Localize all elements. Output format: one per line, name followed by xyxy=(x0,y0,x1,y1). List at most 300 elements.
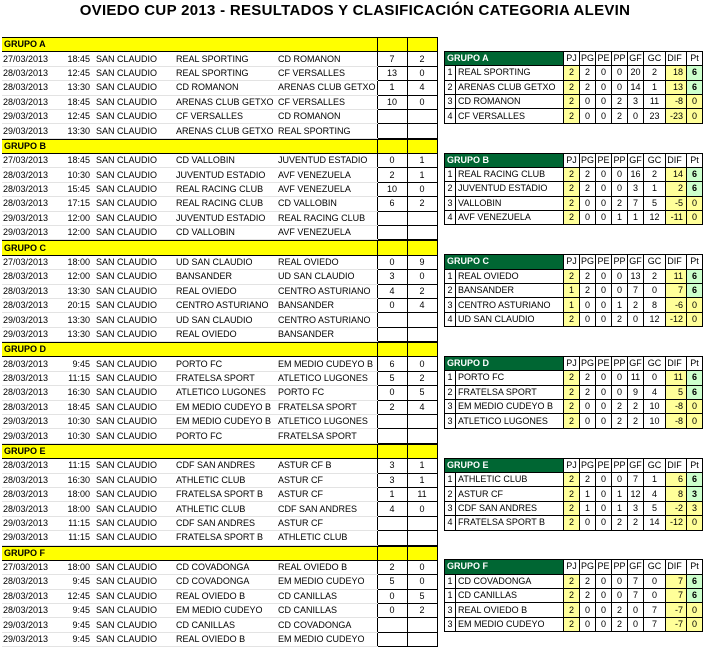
standings-header-gc[interactable]: GC xyxy=(644,255,666,269)
away-team[interactable]: ASTUR CF B xyxy=(277,459,377,473)
stat-pj[interactable]: 2 xyxy=(564,472,580,486)
position[interactable]: 3 xyxy=(445,501,456,515)
match-date[interactable]: 28/03/2013 xyxy=(2,371,62,385)
stat-pt[interactable]: 3 xyxy=(687,501,703,515)
match-venue[interactable]: SAN CLAUDIO xyxy=(93,560,175,574)
stat-pt[interactable]: 0 xyxy=(687,211,703,225)
away-score[interactable]: 0 xyxy=(407,95,437,109)
match-venue[interactable]: SAN CLAUDIO xyxy=(93,52,175,66)
team-name[interactable]: JUVENTUD ESTADIO xyxy=(456,182,564,196)
home-score[interactable]: 2 xyxy=(377,168,407,182)
home-score[interactable]: 1 xyxy=(377,487,407,501)
home-score[interactable]: 10 xyxy=(377,182,407,196)
standings-header-gf[interactable]: GF xyxy=(628,560,644,574)
away-score[interactable]: 2 xyxy=(407,197,437,211)
stat-pg[interactable]: 0 xyxy=(580,94,596,108)
stat-pg[interactable]: 0 xyxy=(580,298,596,312)
match-venue[interactable]: SAN CLAUDIO xyxy=(93,211,175,225)
stat-dif[interactable]: 18 xyxy=(666,66,687,80)
away-score[interactable]: 4 xyxy=(407,400,437,414)
score-home-header[interactable] xyxy=(377,343,407,357)
away-team[interactable]: CDF SAN ANDRES xyxy=(277,502,377,516)
match-venue[interactable]: SAN CLAUDIO xyxy=(93,66,175,80)
position[interactable]: 3 xyxy=(445,298,456,312)
away-score[interactable] xyxy=(407,429,437,443)
match-venue[interactable]: SAN CLAUDIO xyxy=(93,270,175,284)
away-team[interactable]: ASTUR CF xyxy=(277,473,377,487)
stat-pp[interactable]: 0 xyxy=(612,283,628,297)
stat-pp[interactable]: 2 xyxy=(612,603,628,617)
stat-pt[interactable]: 6 xyxy=(687,167,703,181)
match-date[interactable]: 29/03/2013 xyxy=(2,429,62,443)
group-header[interactable]: GRUPO D xyxy=(2,343,377,357)
standings-group-name[interactable]: GRUPO D xyxy=(445,356,564,370)
standings-header-gc[interactable]: GC xyxy=(644,51,666,65)
stat-pe[interactable]: 0 xyxy=(596,94,612,108)
match-venue[interactable]: SAN CLAUDIO xyxy=(93,284,175,298)
position[interactable]: 2 xyxy=(445,283,456,297)
stat-pt[interactable]: 3 xyxy=(687,487,703,501)
away-score[interactable]: 0 xyxy=(407,66,437,80)
home-score[interactable]: 0 xyxy=(377,604,407,618)
stat-pj[interactable]: 1 xyxy=(564,298,580,312)
match-time[interactable]: 17:15 xyxy=(62,197,93,211)
stat-pj[interactable]: 2 xyxy=(564,182,580,196)
stat-pe[interactable]: 0 xyxy=(596,516,612,530)
match-date[interactable]: 29/03/2013 xyxy=(2,516,62,530)
match-date[interactable]: 28/03/2013 xyxy=(2,604,62,618)
stat-pe[interactable]: 0 xyxy=(596,589,612,603)
away-team[interactable]: EM MEDIO CUDEYO xyxy=(277,575,377,589)
home-team[interactable]: FRATELSA SPORT B xyxy=(175,531,277,545)
match-date[interactable]: 29/03/2013 xyxy=(2,618,62,632)
stat-gf[interactable]: 11 xyxy=(628,371,644,385)
stat-pj[interactable]: 2 xyxy=(564,400,580,414)
match-venue[interactable]: SAN CLAUDIO xyxy=(93,429,175,443)
match-venue[interactable]: SAN CLAUDIO xyxy=(93,371,175,385)
standings-header-pt[interactable]: Pt xyxy=(687,458,703,472)
home-score[interactable]: 7 xyxy=(377,52,407,66)
score-home-header[interactable] xyxy=(377,139,407,153)
away-score[interactable]: 0 xyxy=(407,357,437,371)
standings-header-pt[interactable]: Pt xyxy=(687,560,703,574)
stat-gc[interactable]: 10 xyxy=(644,400,666,414)
stat-gc[interactable]: 2 xyxy=(644,66,666,80)
stat-pt[interactable]: 6 xyxy=(687,283,703,297)
stat-pj[interactable]: 2 xyxy=(564,487,580,501)
match-time[interactable]: 10:30 xyxy=(62,429,93,443)
position[interactable]: 2 xyxy=(445,182,456,196)
match-venue[interactable]: SAN CLAUDIO xyxy=(93,618,175,632)
home-team[interactable]: ARENAS CLUB GETXO xyxy=(175,95,277,109)
match-time[interactable]: 10:30 xyxy=(62,415,93,429)
match-date[interactable]: 28/03/2013 xyxy=(2,270,62,284)
match-time[interactable]: 12:00 xyxy=(62,226,93,240)
stat-gc[interactable]: 0 xyxy=(644,283,666,297)
stat-pp[interactable]: 0 xyxy=(612,269,628,283)
away-score[interactable] xyxy=(407,124,437,138)
match-time[interactable]: 9:45 xyxy=(62,357,93,371)
stat-pj[interactable]: 2 xyxy=(564,617,580,631)
stat-pj[interactable]: 2 xyxy=(564,109,580,123)
away-score[interactable]: 5 xyxy=(407,589,437,603)
stat-dif[interactable]: -2 xyxy=(666,501,687,515)
away-team[interactable]: CF VERSALLES xyxy=(277,66,377,80)
stat-pg[interactable]: 2 xyxy=(580,66,596,80)
score-away-header[interactable] xyxy=(407,546,437,560)
stat-gc[interactable]: 7 xyxy=(644,617,666,631)
match-venue[interactable]: SAN CLAUDIO xyxy=(93,357,175,371)
home-team[interactable]: UD SAN CLAUDIO xyxy=(175,313,277,327)
stat-pe[interactable]: 0 xyxy=(596,80,612,94)
stat-pt[interactable]: 0 xyxy=(687,400,703,414)
team-name[interactable]: UD SAN CLAUDIO xyxy=(456,312,564,326)
standings-header-pp[interactable]: PP xyxy=(612,356,628,370)
stat-pt[interactable]: 6 xyxy=(687,182,703,196)
stat-pj[interactable]: 2 xyxy=(564,196,580,210)
match-date[interactable]: 28/03/2013 xyxy=(2,400,62,414)
home-score[interactable] xyxy=(377,327,407,341)
match-date[interactable]: 28/03/2013 xyxy=(2,386,62,400)
stat-pp[interactable]: 0 xyxy=(612,472,628,486)
match-date[interactable]: 28/03/2013 xyxy=(2,487,62,501)
home-team[interactable]: EM MEDIO CUDEYO B xyxy=(175,400,277,414)
home-team[interactable]: FRATELSA SPORT xyxy=(175,371,277,385)
home-score[interactable]: 2 xyxy=(377,560,407,574)
away-team[interactable]: CD CANILLAS xyxy=(277,589,377,603)
team-name[interactable]: REAL RACING CLUB xyxy=(456,167,564,181)
stat-pe[interactable]: 0 xyxy=(596,269,612,283)
away-team[interactable]: CD CANILLAS xyxy=(277,604,377,618)
home-team[interactable]: JUVENTUD ESTADIO xyxy=(175,211,277,225)
team-name[interactable]: EM MEDIO CUDEYO xyxy=(456,617,564,631)
match-time[interactable]: 12:00 xyxy=(62,211,93,225)
stat-dif[interactable]: 7 xyxy=(666,589,687,603)
stat-gf[interactable]: 2 xyxy=(628,298,644,312)
stat-pj[interactable]: 2 xyxy=(564,414,580,428)
stat-pt[interactable]: 6 xyxy=(687,269,703,283)
match-time[interactable]: 18:00 xyxy=(62,560,93,574)
position[interactable]: 1 xyxy=(445,167,456,181)
stat-gf[interactable]: 2 xyxy=(628,516,644,530)
stat-pp[interactable]: 0 xyxy=(612,182,628,196)
stat-dif[interactable]: -8 xyxy=(666,400,687,414)
stat-dif[interactable]: -23 xyxy=(666,109,687,123)
stat-gc[interactable]: 2 xyxy=(644,269,666,283)
stat-gf[interactable]: 0 xyxy=(628,312,644,326)
match-date[interactable]: 28/03/2013 xyxy=(2,95,62,109)
stat-dif[interactable]: 11 xyxy=(666,371,687,385)
stat-pj[interactable]: 2 xyxy=(564,574,580,588)
away-score[interactable] xyxy=(407,313,437,327)
home-team[interactable]: CDF SAN ANDRES xyxy=(175,459,277,473)
stat-pe[interactable]: 0 xyxy=(596,617,612,631)
standings-header-pg[interactable]: PG xyxy=(580,255,596,269)
group-header[interactable]: GRUPO E xyxy=(2,444,377,458)
home-team[interactable]: REAL OVIEDO xyxy=(175,327,277,341)
stat-pt[interactable]: 0 xyxy=(687,617,703,631)
stat-gc[interactable]: 0 xyxy=(644,589,666,603)
position[interactable]: 2 xyxy=(445,80,456,94)
stat-pp[interactable]: 2 xyxy=(612,312,628,326)
stat-pg[interactable]: 0 xyxy=(580,400,596,414)
position[interactable]: 1 xyxy=(445,66,456,80)
position[interactable]: 2 xyxy=(445,385,456,399)
team-name[interactable]: AVF VENEZUELA xyxy=(456,211,564,225)
score-away-header[interactable] xyxy=(407,241,437,255)
match-time[interactable]: 12:45 xyxy=(62,66,93,80)
stat-gc[interactable]: 23 xyxy=(644,109,666,123)
stat-dif[interactable]: 14 xyxy=(666,167,687,181)
away-score[interactable] xyxy=(407,531,437,545)
team-name[interactable]: FRATELSA SPORT xyxy=(456,385,564,399)
home-team[interactable]: CD COVADONGA xyxy=(175,560,277,574)
stat-dif[interactable]: -7 xyxy=(666,617,687,631)
standings-header-pt[interactable]: Pt xyxy=(687,51,703,65)
home-team[interactable]: PORTO FC xyxy=(175,357,277,371)
group-header[interactable]: GRUPO B xyxy=(2,139,377,153)
team-name[interactable]: PORTO FC xyxy=(456,371,564,385)
stat-pj[interactable]: 2 xyxy=(564,269,580,283)
home-score[interactable]: 0 xyxy=(377,589,407,603)
away-score[interactable] xyxy=(407,632,437,646)
standings-header-pj[interactable]: PJ xyxy=(564,153,580,167)
match-venue[interactable]: SAN CLAUDIO xyxy=(93,459,175,473)
away-team[interactable]: AVF VENEZUELA xyxy=(277,226,377,240)
standings-header-pp[interactable]: PP xyxy=(612,458,628,472)
match-venue[interactable]: SAN CLAUDIO xyxy=(93,502,175,516)
stat-pp[interactable]: 2 xyxy=(612,94,628,108)
match-venue[interactable]: SAN CLAUDIO xyxy=(93,95,175,109)
home-team[interactable]: REAL SPORTING xyxy=(175,52,277,66)
team-name[interactable]: ATHLETIC CLUB xyxy=(456,472,564,486)
away-score[interactable]: 2 xyxy=(407,284,437,298)
stat-gc[interactable]: 10 xyxy=(644,414,666,428)
stat-gf[interactable]: 3 xyxy=(628,182,644,196)
stat-gf[interactable]: 7 xyxy=(628,472,644,486)
stat-gf[interactable]: 16 xyxy=(628,167,644,181)
standings-header-pg[interactable]: PG xyxy=(580,458,596,472)
stat-pp[interactable]: 0 xyxy=(612,66,628,80)
stat-dif[interactable]: -7 xyxy=(666,603,687,617)
home-score[interactable]: 0 xyxy=(377,154,407,168)
home-score[interactable] xyxy=(377,516,407,530)
standings-header-pe[interactable]: PE xyxy=(596,356,612,370)
team-name[interactable]: CENTRO ASTURIANO xyxy=(456,298,564,312)
match-date[interactable]: 29/03/2013 xyxy=(2,415,62,429)
match-date[interactable]: 28/03/2013 xyxy=(2,473,62,487)
team-name[interactable]: ATLETICO LUGONES xyxy=(456,414,564,428)
stat-pp[interactable]: 1 xyxy=(612,298,628,312)
stat-dif[interactable]: 5 xyxy=(666,385,687,399)
home-score[interactable]: 5 xyxy=(377,575,407,589)
home-team[interactable]: CD VALLOBIN xyxy=(175,226,277,240)
stat-gf[interactable]: 7 xyxy=(628,283,644,297)
match-time[interactable]: 18:45 xyxy=(62,400,93,414)
stat-gc[interactable]: 4 xyxy=(644,487,666,501)
stat-pe[interactable]: 0 xyxy=(596,182,612,196)
stat-dif[interactable]: -8 xyxy=(666,94,687,108)
stat-pj[interactable]: 1 xyxy=(564,283,580,297)
standings-header-gf[interactable]: GF xyxy=(628,153,644,167)
score-home-header[interactable] xyxy=(377,38,407,52)
position[interactable]: 1 xyxy=(445,574,456,588)
stat-gf[interactable]: 7 xyxy=(628,196,644,210)
home-team[interactable]: REAL OVIEDO B xyxy=(175,589,277,603)
away-score[interactable]: 2 xyxy=(407,371,437,385)
stat-pg[interactable]: 1 xyxy=(580,501,596,515)
score-away-header[interactable] xyxy=(407,444,437,458)
match-time[interactable]: 18:00 xyxy=(62,502,93,516)
away-team[interactable]: REAL RACING CLUB xyxy=(277,211,377,225)
home-team[interactable]: CDF SAN ANDRES xyxy=(175,516,277,530)
stat-pp[interactable]: 0 xyxy=(612,80,628,94)
away-team[interactable]: ASTUR CF xyxy=(277,487,377,501)
stat-gf[interactable]: 2 xyxy=(628,414,644,428)
home-score[interactable] xyxy=(377,415,407,429)
team-name[interactable]: CF VERSALLES xyxy=(456,109,564,123)
standings-header-gf[interactable]: GF xyxy=(628,51,644,65)
match-date[interactable]: 29/03/2013 xyxy=(2,632,62,646)
group-header[interactable]: GRUPO F xyxy=(2,546,377,560)
stat-pt[interactable]: 0 xyxy=(687,516,703,530)
team-name[interactable]: REAL SPORTING xyxy=(456,66,564,80)
stat-dif[interactable]: 7 xyxy=(666,283,687,297)
stat-pe[interactable]: 0 xyxy=(596,400,612,414)
match-time[interactable]: 9:45 xyxy=(62,632,93,646)
stat-pt[interactable]: 0 xyxy=(687,603,703,617)
stat-pg[interactable]: 0 xyxy=(580,603,596,617)
stat-pg[interactable]: 2 xyxy=(580,80,596,94)
home-team[interactable]: REAL OVIEDO xyxy=(175,284,277,298)
team-name[interactable]: CD CANILLAS xyxy=(456,589,564,603)
stat-dif[interactable]: -6 xyxy=(666,298,687,312)
score-home-header[interactable] xyxy=(377,241,407,255)
match-time[interactable]: 13:30 xyxy=(62,124,93,138)
stat-gf[interactable]: 3 xyxy=(628,94,644,108)
match-time[interactable]: 20:15 xyxy=(62,298,93,312)
match-date[interactable]: 29/03/2013 xyxy=(2,211,62,225)
stat-pe[interactable]: 0 xyxy=(596,211,612,225)
stat-pe[interactable]: 0 xyxy=(596,298,612,312)
stat-pj[interactable]: 2 xyxy=(564,167,580,181)
stat-gf[interactable]: 0 xyxy=(628,617,644,631)
standings-header-pg[interactable]: PG xyxy=(580,560,596,574)
away-team[interactable]: UD SAN CLAUDIO xyxy=(277,270,377,284)
away-team[interactable]: ARENAS CLUB GETXO xyxy=(277,81,377,95)
away-team[interactable]: BANSANDER xyxy=(277,327,377,341)
stat-pj[interactable]: 2 xyxy=(564,371,580,385)
away-team[interactable]: CD ROMANON xyxy=(277,52,377,66)
standings-header-pe[interactable]: PE xyxy=(596,255,612,269)
stat-pe[interactable]: 0 xyxy=(596,574,612,588)
stat-pj[interactable]: 2 xyxy=(564,385,580,399)
match-venue[interactable]: SAN CLAUDIO xyxy=(93,531,175,545)
stat-pe[interactable]: 0 xyxy=(596,414,612,428)
match-venue[interactable]: SAN CLAUDIO xyxy=(93,632,175,646)
match-time[interactable]: 18:00 xyxy=(62,487,93,501)
stat-gf[interactable]: 14 xyxy=(628,80,644,94)
away-score[interactable] xyxy=(407,415,437,429)
standings-header-gc[interactable]: GC xyxy=(644,153,666,167)
stat-pj[interactable]: 2 xyxy=(564,80,580,94)
standings-header-pj[interactable]: PJ xyxy=(564,255,580,269)
home-score[interactable]: 0 xyxy=(377,386,407,400)
team-name[interactable]: CD COVADONGA xyxy=(456,574,564,588)
stat-gc[interactable]: 5 xyxy=(644,501,666,515)
away-score[interactable]: 0 xyxy=(407,502,437,516)
position[interactable]: 1 xyxy=(445,589,456,603)
stat-gf[interactable]: 3 xyxy=(628,501,644,515)
home-team[interactable]: REAL RACING CLUB xyxy=(175,197,277,211)
match-venue[interactable]: SAN CLAUDIO xyxy=(93,81,175,95)
match-venue[interactable]: SAN CLAUDIO xyxy=(93,255,175,269)
match-venue[interactable]: SAN CLAUDIO xyxy=(93,589,175,603)
home-score[interactable]: 1 xyxy=(377,81,407,95)
group-header[interactable]: GRUPO A xyxy=(2,38,377,52)
stat-pj[interactable]: 2 xyxy=(564,94,580,108)
stat-pg[interactable]: 2 xyxy=(580,371,596,385)
position[interactable]: 3 xyxy=(445,94,456,108)
standings-header-pg[interactable]: PG xyxy=(580,51,596,65)
stat-dif[interactable]: -12 xyxy=(666,516,687,530)
home-score[interactable]: 3 xyxy=(377,270,407,284)
away-team[interactable]: CD COVADONGA xyxy=(277,618,377,632)
home-team[interactable]: ATLETICO LUGONES xyxy=(175,386,277,400)
standings-header-dif[interactable]: DIF xyxy=(666,255,687,269)
stat-pg[interactable]: 1 xyxy=(580,487,596,501)
stat-dif[interactable]: -12 xyxy=(666,312,687,326)
away-score[interactable]: 4 xyxy=(407,298,437,312)
standings-header-gc[interactable]: GC xyxy=(644,356,666,370)
home-team[interactable]: REAL OVIEDO B xyxy=(175,632,277,646)
match-time[interactable]: 11:15 xyxy=(62,459,93,473)
position[interactable]: 2 xyxy=(445,487,456,501)
standings-header-pe[interactable]: PE xyxy=(596,458,612,472)
match-venue[interactable]: SAN CLAUDIO xyxy=(93,298,175,312)
stat-pg[interactable]: 0 xyxy=(580,516,596,530)
stat-pt[interactable]: 0 xyxy=(687,94,703,108)
match-time[interactable]: 13:30 xyxy=(62,313,93,327)
stat-pj[interactable]: 2 xyxy=(564,501,580,515)
standings-header-gf[interactable]: GF xyxy=(628,458,644,472)
home-score[interactable] xyxy=(377,632,407,646)
standings-group-name[interactable]: GRUPO A xyxy=(445,51,564,65)
stat-gc[interactable]: 4 xyxy=(644,385,666,399)
away-team[interactable]: CENTRO ASTURIANO xyxy=(277,313,377,327)
stat-gc[interactable]: 5 xyxy=(644,196,666,210)
home-team[interactable]: BANSANDER xyxy=(175,270,277,284)
home-team[interactable]: JUVENTUD ESTADIO xyxy=(175,168,277,182)
stat-pp[interactable]: 0 xyxy=(612,385,628,399)
stat-gf[interactable]: 2 xyxy=(628,400,644,414)
away-score[interactable]: 1 xyxy=(407,473,437,487)
home-score[interactable]: 3 xyxy=(377,459,407,473)
stat-gf[interactable]: 20 xyxy=(628,66,644,80)
stat-dif[interactable]: -8 xyxy=(666,414,687,428)
stat-dif[interactable]: 11 xyxy=(666,269,687,283)
match-date[interactable]: 29/03/2013 xyxy=(2,313,62,327)
match-time[interactable]: 16:30 xyxy=(62,473,93,487)
position[interactable]: 1 xyxy=(445,472,456,486)
stat-pe[interactable]: 0 xyxy=(596,371,612,385)
match-time[interactable]: 12:00 xyxy=(62,270,93,284)
match-date[interactable]: 29/03/2013 xyxy=(2,531,62,545)
match-date[interactable]: 28/03/2013 xyxy=(2,197,62,211)
team-name[interactable]: BANSANDER xyxy=(456,283,564,297)
match-venue[interactable]: SAN CLAUDIO xyxy=(93,473,175,487)
match-time[interactable]: 13:30 xyxy=(62,81,93,95)
